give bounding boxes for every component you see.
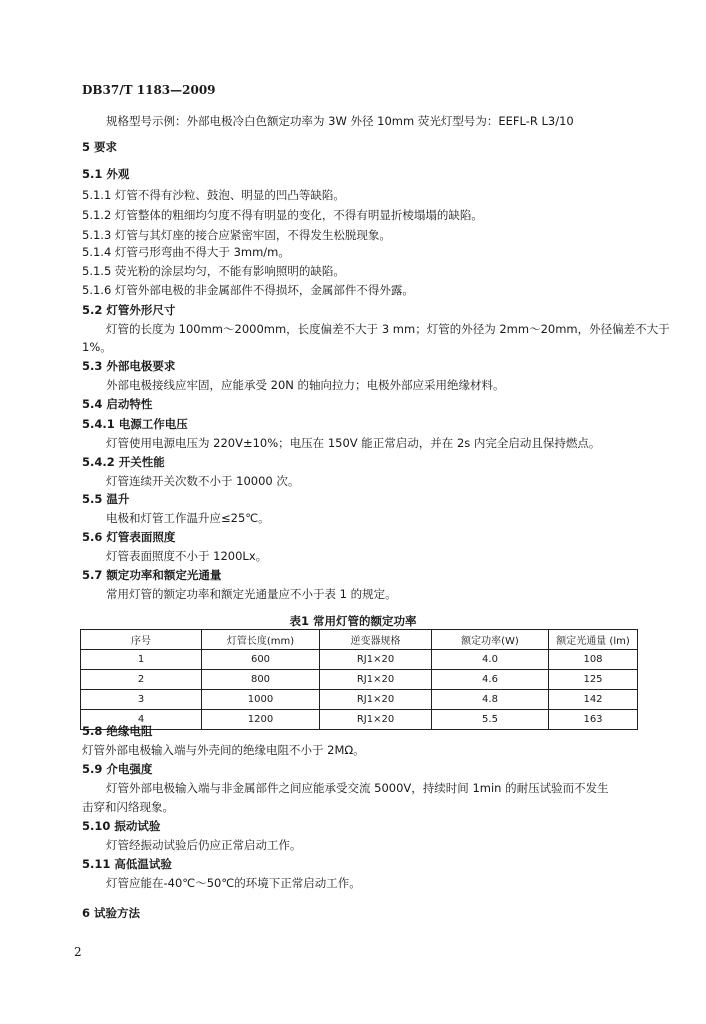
section-5-4-1-text: 灯管使用电源电压为 220V±10%；电压在 150V 能正常启动，并在 2s 内完全启动且保持燃点。	[106, 436, 601, 450]
table-cell: 2	[81, 670, 202, 690]
table-header-cell: 额定光通量 (lm)	[549, 630, 638, 650]
section-5-11-text: 灯管应能在-40℃～50℃的环境下正常启动工作。	[106, 876, 361, 890]
table-cell: 125	[549, 670, 638, 690]
section-5-2-heading: 5.2 灯管外形尺寸	[82, 303, 176, 317]
section-5-10-text: 灯管经振动试验后仍应正常启动工作。	[106, 838, 302, 852]
table-cell: RJ1×20	[320, 710, 432, 730]
table-row	[81, 670, 638, 690]
table-cell: 5.5	[432, 710, 549, 730]
section-5-4-2-heading: 5.4.2 开关性能	[82, 455, 165, 469]
section-5-3-text: 外部电极接线应牢固，应能承受 20N 的轴向拉力；电极外部应采用绝缘材料。	[106, 378, 505, 392]
table-cell: RJ1×20	[320, 650, 432, 670]
table-header-cell: 额定功率(W)	[432, 630, 549, 650]
section-5-2-text-line2: 1%。	[82, 340, 112, 354]
table-header-cell: 逆变器规格	[320, 630, 432, 650]
table-cell: 142	[549, 690, 638, 710]
section-5-6-text: 灯管表面照度不小于 1200Lx。	[106, 549, 268, 563]
section-5-2-text-line1: 灯管的长度为 100mm～2000mm，长度偏差不大于 3 mm；灯管的外径为 2mm～20mm，外径偏差不大于	[106, 322, 670, 336]
table-1-caption: 表1 常用灯管的额定功率	[289, 614, 417, 628]
model-example: 规格型号示例：外部电极冷白色额定功率为 3W 外径 10mm 荧光灯型号为：EEFL-R L3/10	[106, 114, 574, 128]
table-cell: 3	[81, 690, 202, 710]
section-5-9-text-line1: 灯管外部电极输入端与非金属部件之间应能承受交流 5000V，持续时间 1min 的耐压试验而不发生	[106, 781, 609, 795]
table-cell: 1	[81, 650, 202, 670]
table-cell: 600	[202, 650, 320, 670]
section-5-8-heading: 5.8 绝缘电阻	[82, 724, 153, 738]
section-5-4-1-heading: 5.4.1 电源工作电压	[82, 417, 188, 431]
clause-5-1-2: 5.1.2 灯管整体的粗细均匀度不得有明显的变化，不得有明显折棱塌塌的缺陷。	[82, 208, 483, 222]
section-5-6-heading: 5.6 灯管表面照度	[82, 530, 176, 544]
table-cell: 4.6	[432, 670, 549, 690]
table-cell: 4	[81, 710, 202, 730]
clause-5-1-4: 5.1.4 灯管弓形弯曲不得大于 3mm/m。	[82, 245, 290, 259]
clause-5-1-3: 5.1.3 灯管与其灯座的接合应紧密牢固，不得发生松脱现象。	[82, 228, 391, 242]
table-cell: 1000	[202, 690, 320, 710]
clause-5-1-5: 5.1.5 荧光粉的涂层均匀，不能有影响照明的缺陷。	[82, 264, 345, 278]
table-cell: 4.8	[432, 690, 549, 710]
section-5-11-heading: 5.11 高低温试验	[82, 857, 172, 871]
section-5-heading: 5 要求	[82, 140, 118, 154]
table-cell: 800	[202, 670, 320, 690]
table-cell: 1200	[202, 710, 320, 730]
table-cell: 108	[549, 650, 638, 670]
section-5-8-text: 灯管外部电极输入端与外壳间的绝缘电阻不小于 2MΩ。	[82, 743, 365, 757]
table-row	[81, 650, 638, 670]
page-number: 2	[74, 945, 82, 959]
section-5-1-heading: 5.1 外观	[82, 167, 130, 181]
section-5-10-heading: 5.10 振动试验	[82, 819, 161, 833]
table-header-row	[81, 630, 638, 650]
table-1	[80, 629, 638, 730]
table-header-cell: 灯管长度(mm)	[202, 630, 320, 650]
section-5-7-text: 常用灯管的额定功率和额定光通量应不小于表 1 的规定。	[106, 587, 397, 601]
section-5-4-heading: 5.4 启动特性	[82, 397, 153, 411]
section-5-9-heading: 5.9 介电强度	[82, 762, 153, 776]
table-row	[81, 690, 638, 710]
clause-5-1-1: 5.1.1 灯管不得有沙粒、鼓泡、明显的凹凸等缺陷。	[82, 188, 345, 202]
section-5-5-text: 电极和灯管工作温升应≤25℃。	[106, 511, 270, 525]
table-cell: RJ1×20	[320, 670, 432, 690]
section-5-3-heading: 5.3 外部电极要求	[82, 359, 176, 373]
section-5-7-heading: 5.7 额定功率和额定光通量	[82, 568, 222, 582]
clause-5-1-6: 5.1.6 灯管外部电极的非金属部件不得损坏，金属部件不得外露。	[82, 283, 414, 297]
table-cell: 163	[549, 710, 638, 730]
section-5-9-text-line2: 击穿和闪络现象。	[82, 800, 174, 814]
table-cell: 4.0	[432, 650, 549, 670]
table-row	[81, 710, 638, 730]
standard-number: DB37/T 1183—2009	[82, 83, 216, 97]
section-5-5-heading: 5.5 温升	[82, 492, 130, 506]
section-5-4-2-text: 灯管连续开关次数不小于 10000 次。	[106, 474, 300, 488]
section-6-heading: 6 试验方法	[82, 906, 141, 920]
table-header-cell: 序号	[81, 630, 202, 650]
table-cell: RJ1×20	[320, 690, 432, 710]
